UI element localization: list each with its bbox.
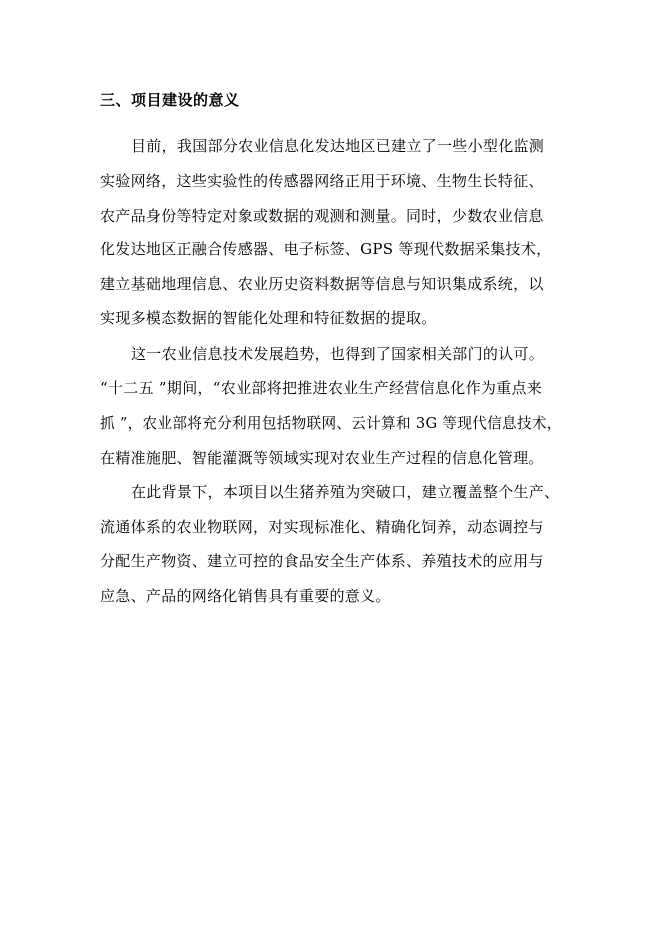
- paragraph-3-line-2: 流通体系的农业物联网，对实现标准化、精确化饲养，动态调控与: [100, 518, 544, 536]
- paragraph-1-line-5: 建立基础地理信息、农业历史资料数据等信息与知识集成系统，以: [100, 275, 544, 293]
- paragraph-1-line-4: 化发达地区正融合传感器、电子标签、GPS 等现代数据采集技术，: [100, 240, 552, 258]
- paragraph-2-line-2: “十二五 ”期间，“农业部将把推进农业生产经营信息化作为重点来: [100, 379, 543, 397]
- paragraph-1-line-3: 农产品身份等特定对象或数据的观测和测量。同时，少数农业信息: [100, 207, 544, 225]
- paragraph-1-line-1: 目前，我国部分农业信息化发达地区已建立了一些小型化监测: [131, 137, 545, 155]
- paragraph-2-line-1: 这一农业信息技术发展趋势，也得到了国家相关部门的认可。: [131, 345, 545, 363]
- paragraph-1-line-6: 实现多模态数据的智能化处理和特征数据的提取。: [100, 309, 437, 327]
- paragraph-3-line-1: 在此背景下，本项目以生猪养殖为突破口，建立覆盖整个生产、: [131, 483, 560, 501]
- paragraph-2-line-3: 抓 ”，农业部将充分利用包括物联网、云计算和 3G 等现代信息技术，: [100, 414, 562, 432]
- section-heading: 三、项目建设的意义: [100, 91, 240, 109]
- paragraph-1-line-2: 实验网络，这些实验性的传感器网络正用于环境、生物生长特征、: [100, 172, 544, 190]
- paragraph-3-line-4: 应急、产品的网络化销售具有重要的意义。: [100, 587, 391, 605]
- paragraph-2-line-4: 在精准施肥、智能灌溉等领域实现对农业生产过程的信息化管理。: [100, 449, 544, 467]
- paragraph-3-line-3: 分配生产物资、建立可控的食品安全生产体系、养殖技术的应用与: [100, 552, 544, 570]
